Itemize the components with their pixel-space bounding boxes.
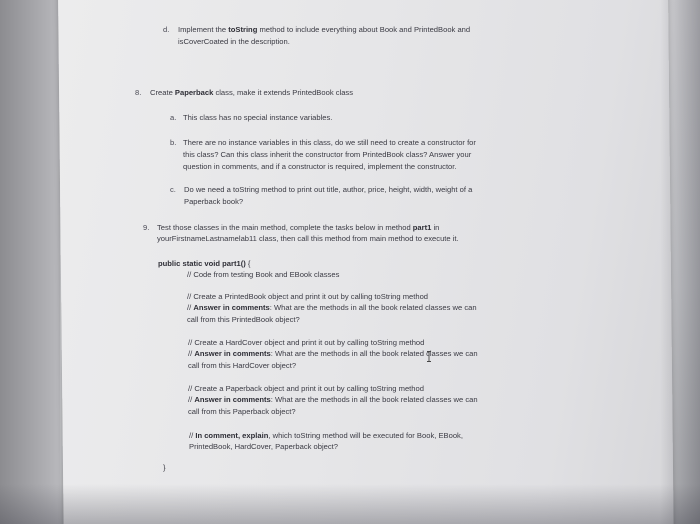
- paper-sheet: [58, 0, 674, 524]
- desk-background-left: [0, 0, 60, 524]
- item-d-text-a: Implement the: [178, 25, 229, 34]
- q9-number: 9.: [143, 223, 150, 232]
- q8-c-marker: c.: [170, 185, 176, 194]
- q8-b-line-2: this class? Can this class inherit the constructor from PrintedBook class? Answer your: [183, 150, 472, 159]
- item-d-text-c: method to include everything about Book and PrintedBook and: [257, 25, 471, 34]
- item-d-line-1: [178, 24, 470, 35]
- text-cursor-icon: [426, 351, 432, 362]
- q8-a-text: This class has no special instance variables.: [183, 113, 333, 122]
- code-comment-2-bold: Answer in comments: [193, 303, 270, 312]
- code-comment-3-prefix: //: [188, 349, 195, 358]
- bottom-shadow: [0, 484, 700, 524]
- item-d-line-2: isCoverCoated in the description.: [178, 37, 290, 46]
- q8-number: 8.: [135, 88, 142, 97]
- q9-line-1-c: in: [431, 223, 440, 232]
- code-comment-3-line-1: // Create a HardCover object and print it out by calling toString method: [188, 338, 425, 347]
- code-comment-5-prefix: //: [189, 431, 196, 440]
- code-comment-4-line-3: call from this Paperback object?: [188, 407, 296, 416]
- q8-title-a: Create: [150, 88, 175, 97]
- q9-line-1: [157, 222, 439, 233]
- q8-title-c: class, make it extends PrintedBook class: [213, 88, 354, 97]
- code-comment-4-line-2: [188, 394, 478, 405]
- code-comment-4-rest: : What are the methods in all the book related classes we can: [270, 395, 478, 404]
- code-comment-1: // Code from testing Book and EBook classes: [187, 270, 340, 279]
- code-comment-2-line-1: // Create a PrintedBook object and print it out by calling toString method: [187, 292, 429, 301]
- q8-title: [150, 87, 353, 98]
- code-comment-4-prefix: //: [188, 395, 195, 404]
- method-signature: [158, 258, 250, 269]
- code-comment-3-line-2: [188, 348, 478, 359]
- q9-line-2: yourFirstnameLastnamelab11 class, then call this method from main method to execute it.: [157, 234, 459, 243]
- code-comment-5-bold: In comment, explain: [195, 431, 269, 440]
- item-d-marker: d.: [163, 25, 170, 34]
- code-comment-5-line-1: [189, 430, 463, 441]
- method-signature-bold: public static void part1(): [158, 259, 246, 268]
- code-comment-5-line-2: PrintedBook, HardCover, Paperback object?: [189, 442, 339, 451]
- q8-b-line-1: There are no instance variables in this class, do we still need to create a constructor for: [183, 138, 476, 147]
- method-closing-brace: }: [163, 463, 166, 472]
- method-signature-brace: {: [245, 259, 251, 268]
- q8-b-line-3: question in comments, and if a constructor is required, implement the constructor.: [183, 162, 457, 171]
- code-comment-2-line-2: [187, 302, 477, 313]
- code-comment-2-rest: : What are the methods in all the book related classes we can: [269, 303, 477, 312]
- item-d-text-bold: toString: [228, 25, 258, 34]
- code-comment-5-rest: , which toString method will be executed for Book, EBook,: [268, 431, 463, 440]
- code-comment-3-bold: Answer in comments: [194, 349, 271, 358]
- code-comment-3-rest: : What are the methods in all the book related classes we can: [270, 349, 478, 358]
- code-comment-4-line-1: // Create a Paperback object and print it out by calling toString method: [188, 384, 424, 393]
- code-comment-2-line-3: call from this PrintedBook object?: [187, 315, 300, 324]
- q8-c-line-2: Paperback book?: [184, 197, 244, 206]
- code-comment-3-line-3: call from this HardCover object?: [188, 361, 297, 370]
- code-comment-2-prefix: //: [187, 303, 194, 312]
- q8-a-marker: a.: [170, 113, 177, 122]
- q9-line-1-a: Test those classes in the main method, complete the tasks below in method: [157, 223, 413, 232]
- q8-c-line-1: Do we need a toString method to print out title, author, price, height, width, weight of a: [184, 185, 473, 194]
- paper-shadow-right: [660, 0, 700, 524]
- q8-b-marker: b.: [170, 138, 177, 147]
- q9-line-1-bold: part1: [412, 223, 432, 232]
- q8-title-bold: Paperback: [174, 88, 214, 97]
- code-comment-4-bold: Answer in comments: [194, 395, 271, 404]
